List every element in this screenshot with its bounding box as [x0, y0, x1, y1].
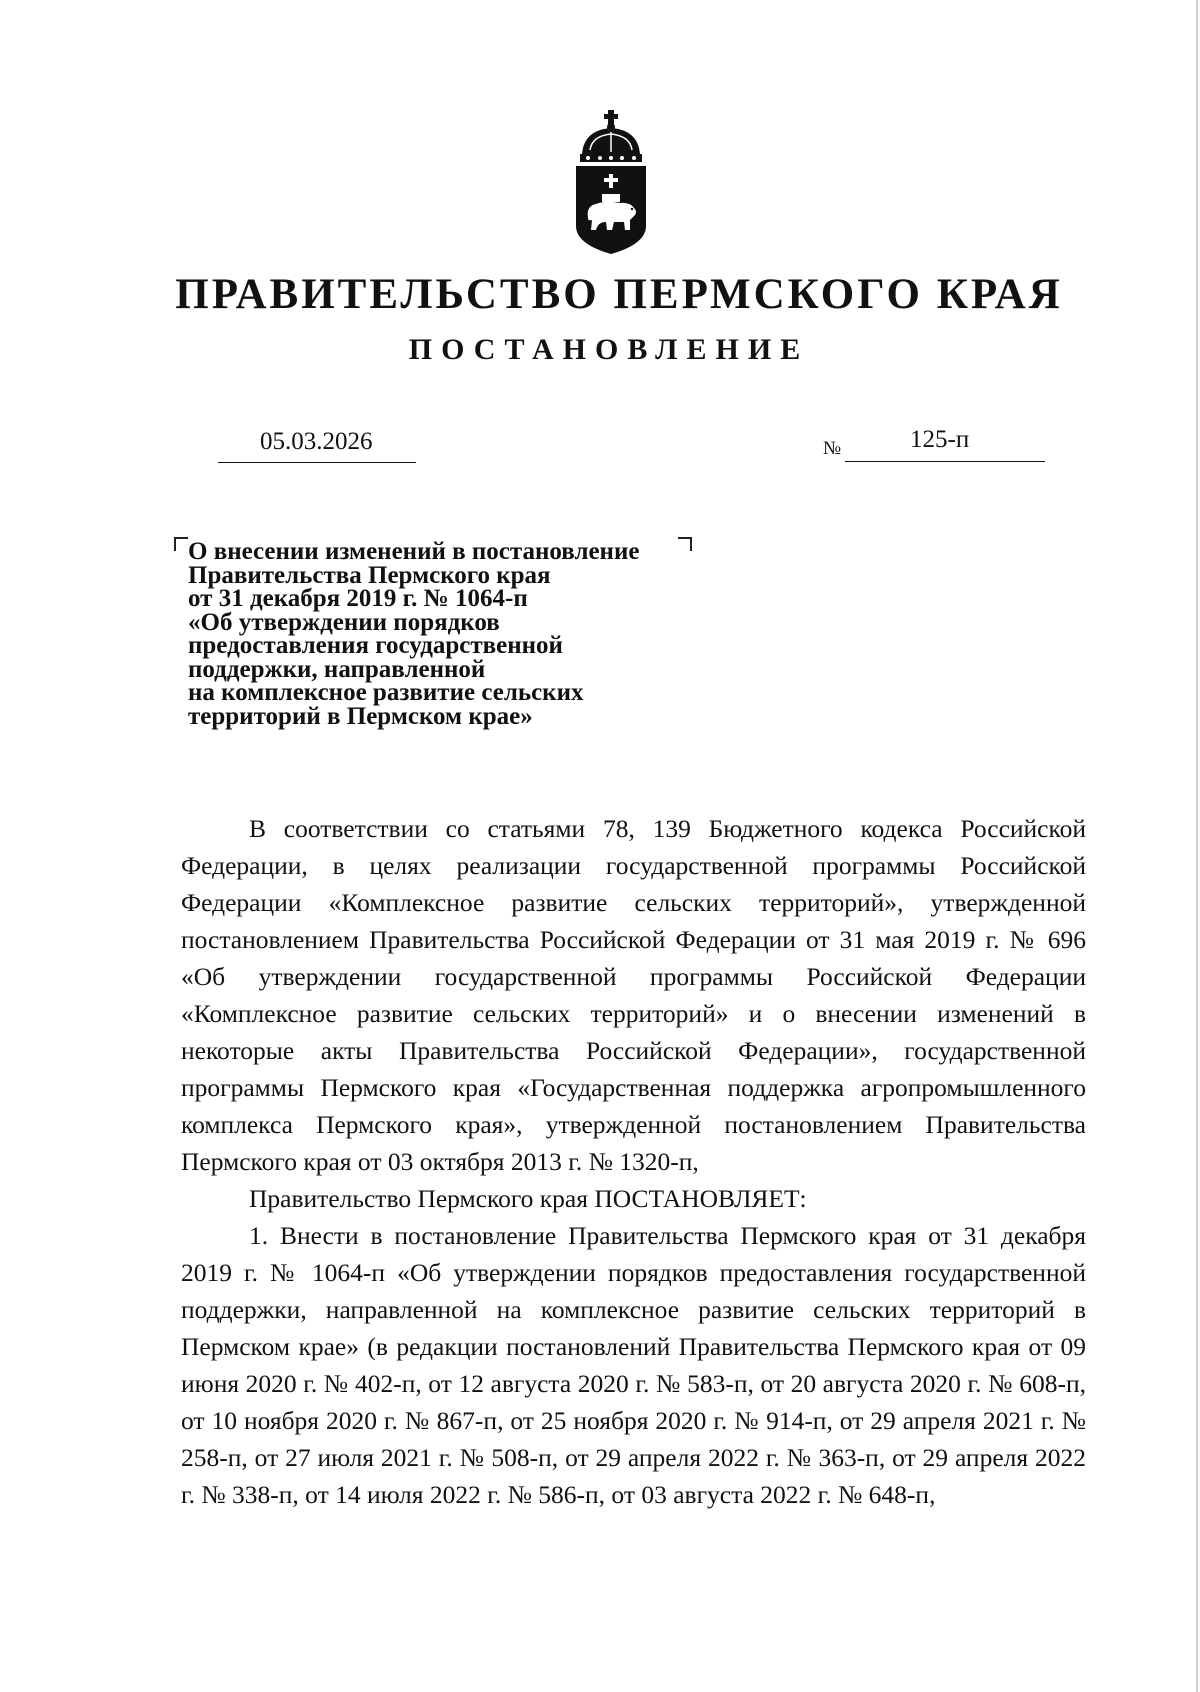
scan-edge-line	[1196, 0, 1198, 1692]
subject-line: О внесении изменений в постановление	[188, 538, 640, 565]
subject-bracket-left	[174, 537, 188, 551]
subject-line: предоставления государственной	[188, 632, 563, 659]
number-field	[845, 424, 1045, 462]
subject-line: территорий в Пермском крае»	[188, 702, 533, 730]
subject-line: от 31 декабря 2019 г. № 1064-п	[188, 585, 528, 612]
organization-title: ПРАВИТЕЛЬСТВО ПЕРМСКОГО КРАЯ	[175, 271, 1063, 318]
document-number: 125-п	[910, 426, 970, 453]
document-type-heading: ПОСТАНОВЛЕНИЕ	[408, 333, 810, 366]
perm-krai-coat-of-arms-icon	[568, 108, 654, 258]
subject-line: на комплексное развитие сельских	[188, 679, 584, 706]
subject-line: Правительства Пермского края	[188, 561, 551, 589]
date-field	[218, 426, 416, 463]
item-1-paragraph: 1. Внести в постановление Правительства Пермского края от 31 декабря 2019 г. № 1064-п «Об утверждении порядков предоставления государственной поддержки, направленной на комплексное развитие сельских территорий в Пермском крае» (в редакции постановлений Правительства Пермского края от 09 июня 2020 г. № 402-п, от 12 августа 2020 г. № 583-п, от 20 августа 2020 г. № 608-п, от 10 ноября 2020 г. № 867-п, от 25 ноября 2020 г. № 914-п, от 29 апреля 2021 г. № 258-п, от 27 июля 2021 г. № 508-п, от 29 апреля 2022 г. № 363-п, от 29 апреля 2022 г. № 338-п, от 14 июля 2022 г. № 586-п, от 03 августа 2022 г. № 648-п,	[181, 1221, 1086, 1509]
number-sign: №	[823, 438, 842, 459]
resolves-paragraph: Правительство Пермского края ПОСТАНОВЛЯЕТ:	[249, 1184, 807, 1213]
subject-line: «Об утверждении порядков	[188, 608, 500, 636]
document-body	[181, 810, 1086, 1513]
preamble-paragraph: В соответствии со статьями 78, 139 Бюджетного кодекса Российской Федерации, в целях реализации государственной программы Российской Федерации «Комплексное развитие сельских территорий», утвержденной постановлением Правительства Российской Федерации от 31 мая 2019 г. № 696 «Об утверждении государственной программы Российской Федерации «Комплексное развитие сельских территорий» и о внесении изменений в некоторые акты Правительства Российской Федерации», государственной программы Пермского края «Государственная поддержка агропромышленного комплекса Пермского края», утвержденной постановлением Правительства Пермского края от 03 октября 2013 г. № 1320-п,	[181, 814, 1086, 1176]
document-subject	[188, 540, 708, 728]
subject-line: поддержки, направленной	[188, 655, 486, 683]
document-date: 05.03.2026	[260, 428, 373, 455]
